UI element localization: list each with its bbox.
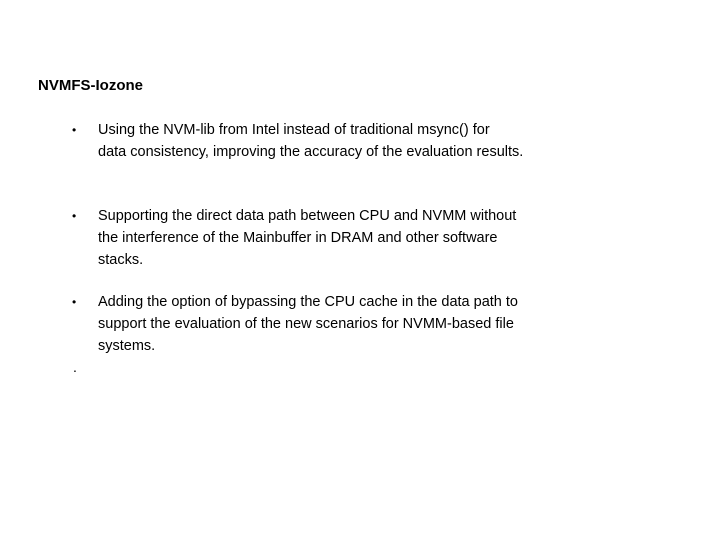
bullet-item [72,291,592,357]
bullet-marker: • [72,209,77,223]
bullet-marker: • [72,295,77,309]
bullet-text: Using the NVM-lib from Intel instead of traditional msync() for data consistency, improving the accuracy of the evaluation results. [98,122,524,160]
trailing-period: . [73,359,77,375]
bullet-text: Supporting the direct data path between CPU and NVMM without the interference of the Mainbuffer in DRAM and other software stacks. [98,208,517,268]
bullet-item [72,205,592,271]
bullet-text: Adding the option of bypassing the CPU cache in the data path to support the evaluation of the new scenarios for NVMM-based file systems. [98,294,518,354]
bullet-marker: • [72,123,77,137]
bullet-item [72,119,592,163]
slide-title: NVMFS-Iozone [38,77,143,94]
